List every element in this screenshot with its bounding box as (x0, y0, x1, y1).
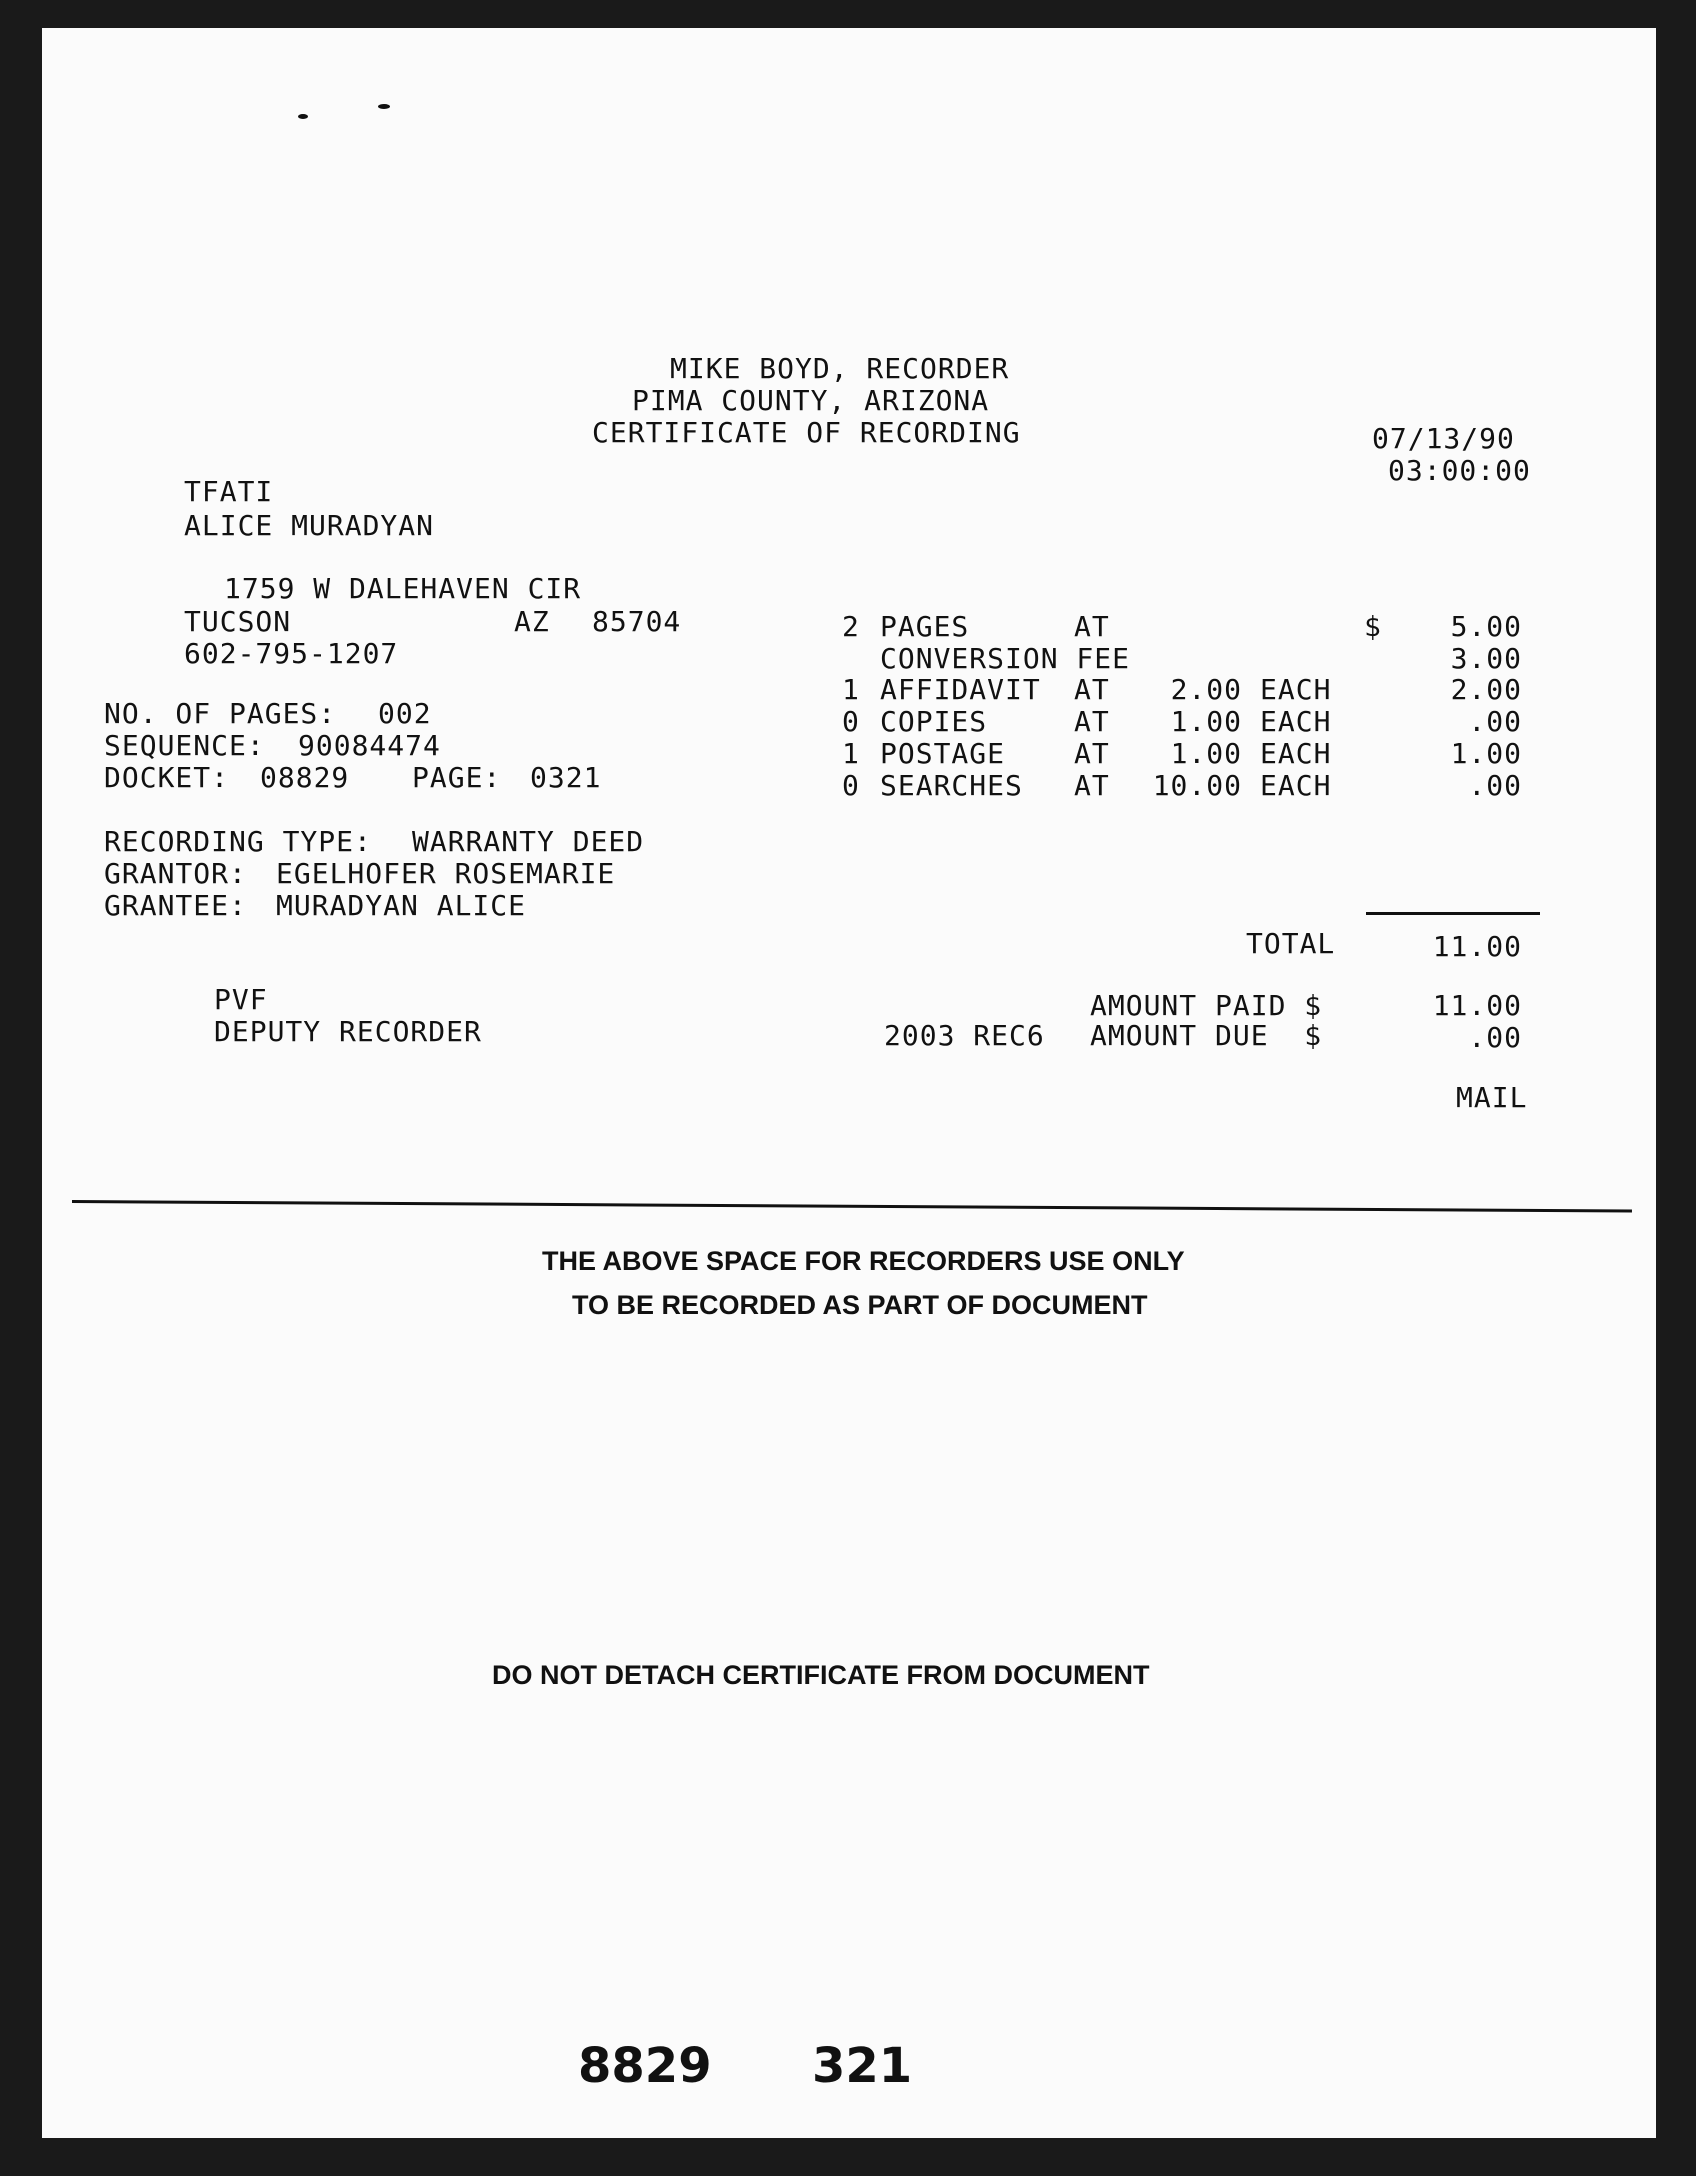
amount-due-value: .00 (1468, 1021, 1522, 1054)
fee-rate: 10.00 (1152, 769, 1242, 802)
record-as-part-notice: TO BE RECORDED AS PART OF DOCUMENT (572, 1290, 1148, 1320)
fee-at: AT (1074, 737, 1110, 770)
fee-amount: .00 (1468, 705, 1522, 738)
fee-each: EACH (1260, 769, 1332, 802)
fee-item: COPIES (880, 705, 988, 738)
fee-amount: .00 (1468, 769, 1522, 802)
addressee-phone: 602-795-1207 (184, 637, 399, 670)
fee-at: AT (1074, 610, 1110, 643)
addressee-city: TUCSON (184, 605, 292, 638)
fee-currency-symbol: $ (1364, 610, 1382, 643)
fee-qty: 1 (842, 673, 860, 706)
certificate-page (42, 28, 1656, 2138)
fee-rate: 1.00 (1170, 737, 1242, 770)
fee-item: POSTAGE (880, 737, 1006, 770)
recorder-section-divider (72, 1200, 1632, 1213)
pages-value: 002 (378, 697, 432, 730)
deputy-title: DEPUTY RECORDER (214, 1015, 482, 1048)
grantor-label: GRANTOR: (104, 857, 247, 890)
fee-qty: 1 (842, 737, 860, 770)
pages-label: NO. OF PAGES: (104, 697, 337, 730)
fee-item: CONVERSION FEE (880, 642, 1131, 675)
recorder-use-notice: THE ABOVE SPACE FOR RECORDERS USE ONLY (542, 1246, 1185, 1276)
addressee-code: TFATI (184, 475, 274, 508)
addressee-state: AZ (514, 605, 550, 638)
total-label: TOTAL (1246, 927, 1336, 960)
addressee-name: ALICE MURADYAN (184, 509, 435, 542)
recording-time: 03:00:00 (1388, 454, 1531, 487)
amount-paid-value: 11.00 (1432, 989, 1522, 1022)
fee-amount: 2.00 (1450, 673, 1522, 706)
recorder-name: MIKE BOYD, RECORDER (670, 352, 1010, 385)
fee-each: EACH (1260, 737, 1332, 770)
docket-value: 08829 (260, 761, 350, 794)
fee-amount: 3.00 (1450, 642, 1522, 675)
fee-rate: 2.00 (1170, 673, 1242, 706)
fee-amount: 5.00 (1450, 610, 1522, 643)
docket-stamp: 8829 (578, 2038, 712, 2094)
docket-label: DOCKET: (104, 761, 230, 794)
fee-amount: 1.00 (1450, 737, 1522, 770)
fee-rate: 1.00 (1170, 705, 1242, 738)
sequence-value: 90084474 (298, 729, 441, 762)
county-name: PIMA COUNTY, ARIZONA (632, 384, 990, 417)
fee-qty: 2 (842, 610, 860, 643)
certificate-title: CERTIFICATE OF RECORDING (592, 416, 1021, 449)
fee-item: AFFIDAVIT (880, 673, 1041, 706)
total-value: 11.00 (1432, 930, 1522, 963)
grantee-label: GRANTEE: (104, 889, 247, 922)
recording-type-value: WARRANTY DEED (412, 825, 645, 858)
fee-each: EACH (1260, 705, 1332, 738)
fee-qty: 0 (842, 705, 860, 738)
amount-due-label: AMOUNT DUE $ (1090, 1019, 1323, 1052)
grantor-value: EGELHOFER ROSEMARIE (276, 857, 616, 890)
recording-type-label: RECORDING TYPE: (104, 825, 372, 858)
fee-at: AT (1074, 769, 1110, 802)
deputy-initials: PVF (214, 983, 268, 1016)
delivery-method: MAIL (1456, 1081, 1528, 1114)
recording-date: 07/13/90 (1372, 422, 1515, 455)
fee-at: AT (1074, 673, 1110, 706)
total-rule (1366, 912, 1540, 915)
do-not-detach-notice: DO NOT DETACH CERTIFICATE FROM DOCUMENT (492, 1660, 1150, 1690)
fee-qty: 0 (842, 769, 860, 802)
fee-at: AT (1074, 705, 1110, 738)
addressee-zip: 85704 (592, 605, 682, 638)
register-code: 2003 REC6 (884, 1019, 1045, 1052)
fee-item: SEARCHES (880, 769, 1023, 802)
fee-item: PAGES (880, 610, 970, 643)
amount-paid-label: AMOUNT PAID $ (1090, 989, 1323, 1022)
page-label: PAGE: (412, 761, 502, 794)
speck-mark (378, 104, 390, 109)
page-value: 0321 (530, 761, 602, 794)
sequence-label: SEQUENCE: (104, 729, 265, 762)
addressee-street: 1759 W DALEHAVEN CIR (224, 572, 582, 605)
page-stamp: 321 (812, 2038, 913, 2094)
grantee-value: MURADYAN ALICE (276, 889, 527, 922)
speck-mark (298, 114, 308, 119)
fee-each: EACH (1260, 673, 1332, 706)
